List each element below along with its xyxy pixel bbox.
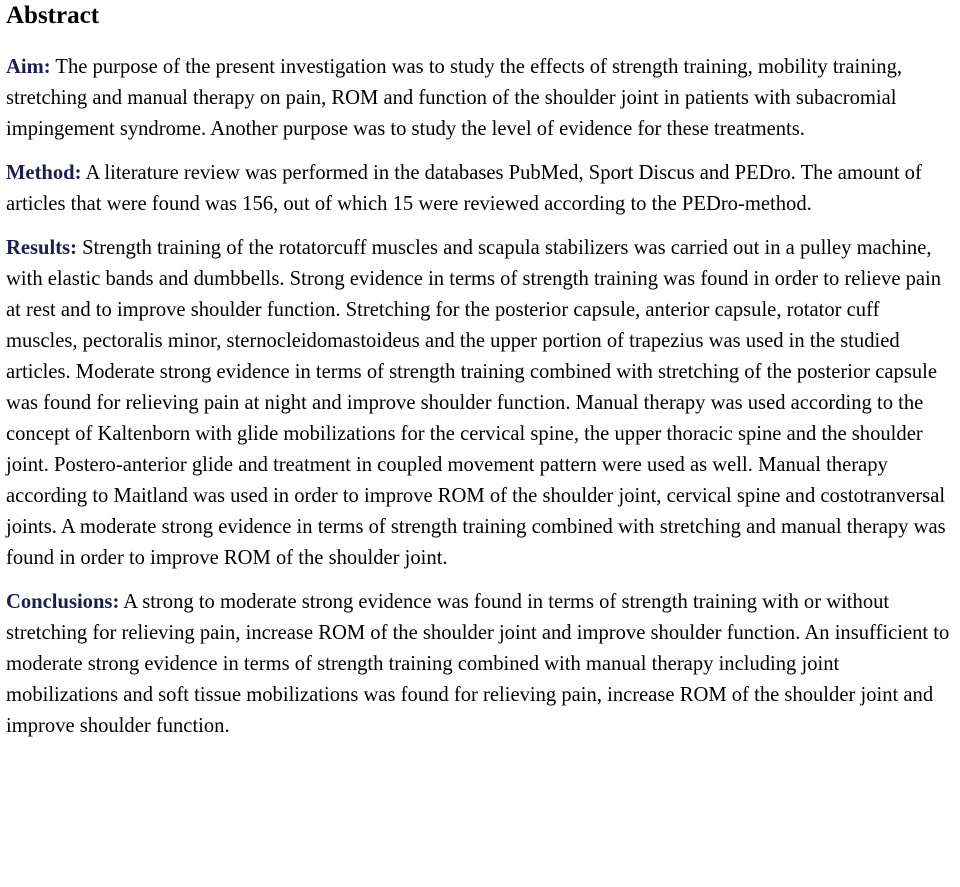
method-paragraph — [6, 158, 955, 220]
aim-paragraph — [6, 52, 955, 145]
aim-label: Aim: — [6, 56, 51, 78]
results-paragraph — [6, 233, 955, 574]
method-label: Method: — [6, 162, 82, 184]
conclusions-text: A strong to moderate strong evidence was found in terms of strength training with or without stretching for relieving pain, increase ROM of the shoulder joint and improve shoulder function. An insufficient to moderate strong evidence in terms of strength training combined with manual therapy including joint mobilizations and soft tissue mobilizations was found for relieving pain, increase ROM of the shoulder joint and improve shoulder function. — [6, 591, 950, 737]
aim-text: The purpose of the present investigation was to study the effects of strength training, mobility training, stretching and manual therapy on pain, ROM and function of the shoulder joint in patients with subacromial impingement syndrome. Another purpose was to study the level of evidence for these treatments. — [6, 56, 903, 140]
abstract-heading: Abstract — [6, 2, 100, 29]
results-label: Results: — [6, 237, 77, 259]
conclusions-paragraph — [6, 587, 955, 742]
conclusions-label: Conclusions: — [6, 591, 120, 613]
results-text: Strength training of the rotatorcuff muscles and scapula stabilizers was carried out in a pulley machine, with elastic bands and dumbbells. Strong evidence in terms of strength training was found in order to relieve pain at rest and to improve shoulder function. Stretching for the posterior capsule, anterior capsule, rotator cuff muscles, pectoralis minor, sternocleidomastoideus and the upper portion of trapezius was used in the studied articles. Moderate strong evidence in terms of strength training combined with stretching of the posterior capsule was found for relieving pain at night and improve shoulder function. Manual therapy was used according to the concept of Kaltenborn with glide mobilizations for the cervical spine, the upper thoracic spine and the shoulder joint. Postero-anterior glide and treatment in coupled movement pattern were used as well. Manual therapy according to Maitland was used in order to improve ROM of the shoulder joint, cervical spine and costotranversal joints. A moderate strong evidence in terms of strength training combined with stretching and manual therapy was found in order to improve ROM of the shoulder joint. — [6, 237, 946, 569]
method-text: A literature review was performed in the databases PubMed, Sport Discus and PEDro. The amount of articles that were found was 156, out of which 15 were reviewed according to the PEDro-method. — [6, 162, 922, 215]
